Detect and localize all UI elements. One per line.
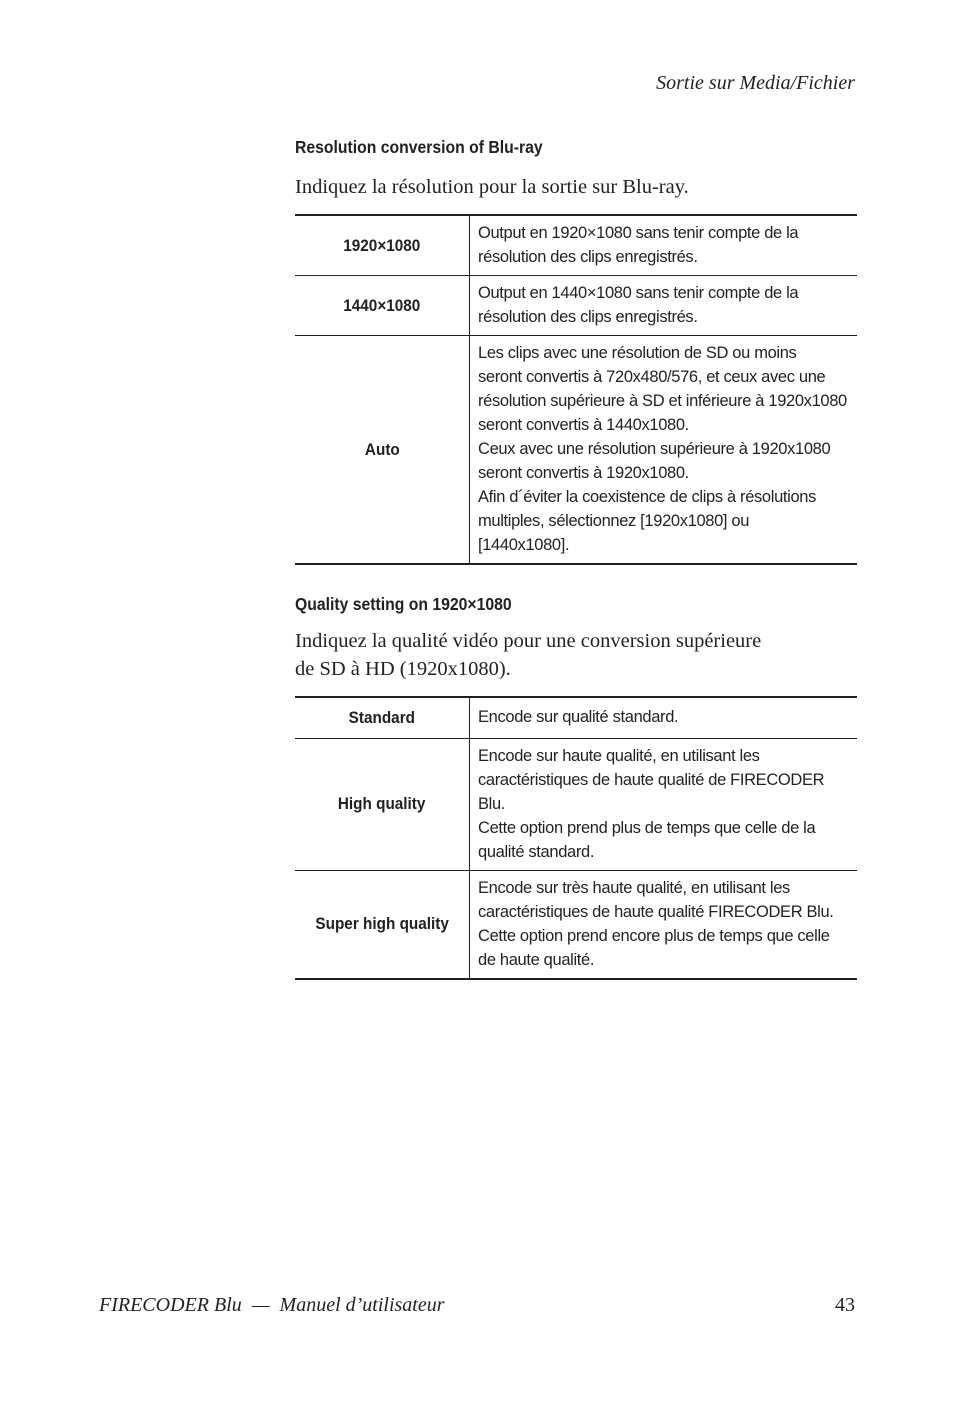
option-description: Les clips avec une résolution de SD ou moins seront convertis à 720x480/576, et ceux avec une résolution supérieure à SD et inférieure à 1920x1080 seront convertis à 1440x1080. Ceux avec une résolution supérieure à 1920x1080 seront convertis à 1920x1080. Afin d´éviter la coexistence de clips à résolutions multiples, sélectionnez [1920x1080] ou [1440x1080]. [470, 336, 858, 565]
table-row [295, 738, 857, 870]
quality-table [295, 696, 857, 980]
resolution-section [295, 135, 857, 565]
quality-heading: Quality setting on 1920×1080 [295, 594, 512, 614]
table-row [295, 336, 857, 565]
option-description: Output en 1920×1080 sans tenir compte de la résolution des clips enregistrés. [478, 224, 799, 266]
running-header: Sortie sur Media/Fichier [656, 72, 855, 94]
footer-manual-title: FIRECODER Blu — Manuel d’utilisateur [99, 1294, 445, 1316]
resolution-table [295, 214, 857, 565]
option-name-cell [295, 336, 470, 565]
option-name-cell [295, 738, 470, 870]
option-description: Encode sur qualité standard. [478, 708, 679, 727]
option-description: Encode sur très haute qualité, en utilisant les caractéristiques de haute qualité FIRECODER Blu. Cette option prend encore plus de temps que celle de haute qualité. [470, 870, 858, 979]
option-name: Auto [364, 439, 400, 459]
table-row [295, 870, 857, 979]
table-row [295, 276, 857, 336]
option-name-cell [295, 870, 470, 979]
quality-section [295, 592, 857, 980]
option-name: Standard [348, 707, 416, 727]
option-name-cell [295, 276, 470, 336]
option-name: High quality [338, 794, 426, 813]
page-number: 43 [835, 1294, 855, 1316]
resolution-intro: Indiquez la résolution pour la sortie sur Blu-ray. [295, 176, 689, 198]
table-row [295, 697, 857, 738]
resolution-heading: Resolution conversion of Blu-ray [295, 137, 543, 157]
option-description: Encode sur haute qualité, en utilisant les caractéristiques de haute qualité de FIRECODER Blu. Cette option prend plus de temps que celle de la qualité standard. [470, 738, 858, 870]
table-row [295, 215, 857, 276]
option-name-cell [295, 697, 470, 738]
option-name-cell [295, 215, 470, 276]
quality-intro: Indiquez la qualité vidéo pour une conversion supérieure de SD à HD (1920x1080). [295, 630, 762, 680]
option-name: 1920×1080 [343, 235, 421, 255]
option-description: Output en 1440×1080 sans tenir compte de la résolution des clips enregistrés. [470, 276, 858, 336]
option-name: Super high quality [315, 914, 449, 933]
option-name: 1440×1080 [343, 295, 421, 315]
